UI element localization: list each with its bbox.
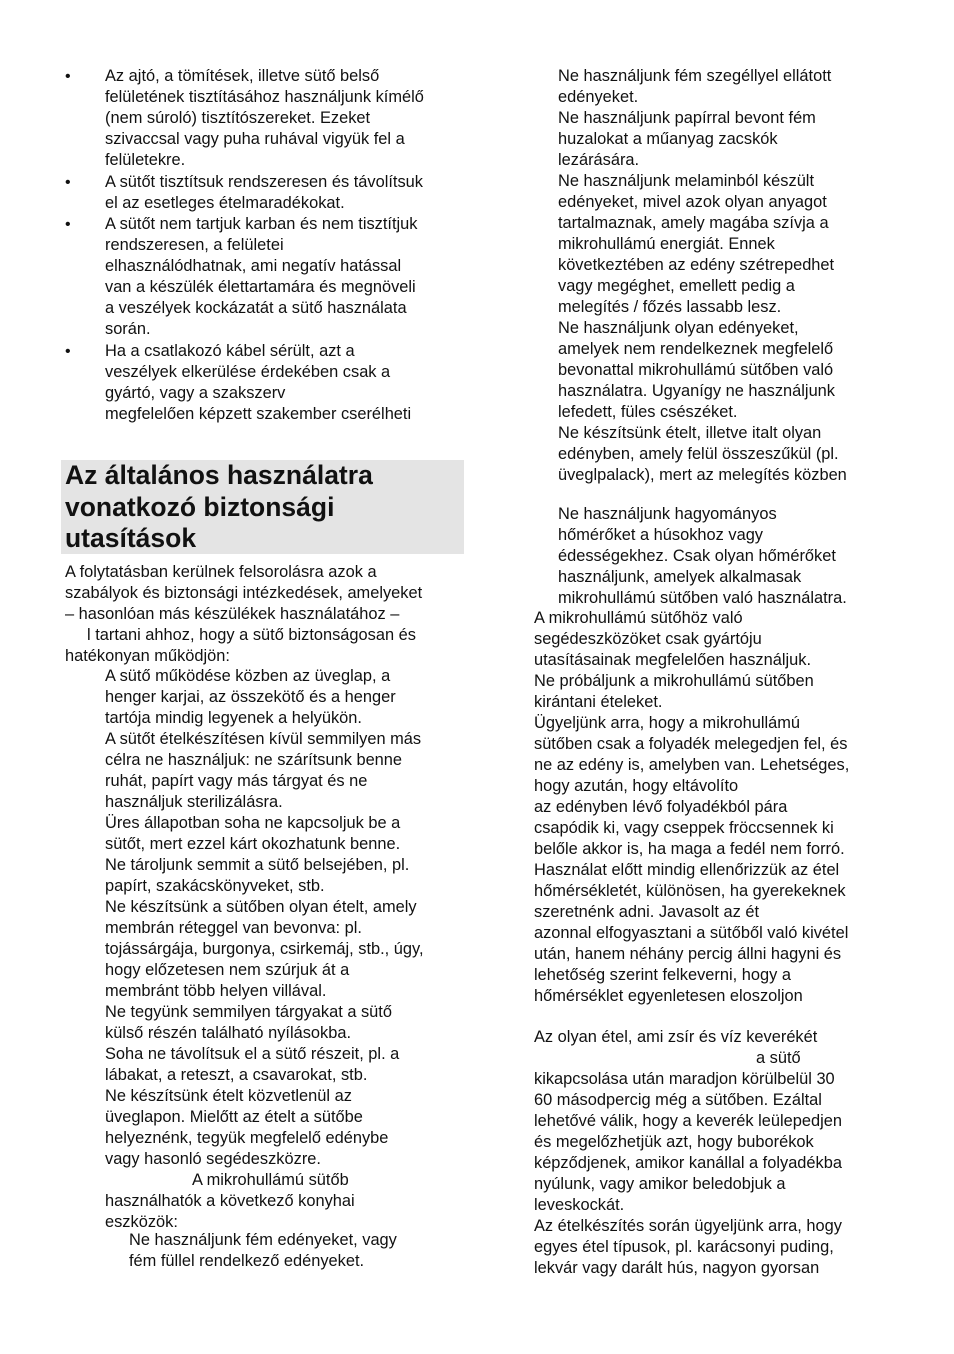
- instruction-line: Ne használjunk fém szegéllyel ellátott: [558, 67, 832, 85]
- paragraph-line: és megelőzhetjük azt, hogy buborékok: [534, 1133, 814, 1151]
- paragraph-line: kikapcsolása után maradjon körülbelül 30: [534, 1070, 835, 1088]
- paragraph-line: után, hanem néhány percig állni hagyni és: [534, 945, 842, 963]
- instruction-line: vagy hasonló segédeszközre.: [105, 1150, 321, 1168]
- intro-line: l tartani ahhoz, hogy a sütő biztonságosan és: [87, 626, 416, 644]
- instruction-line: huzalokat a műanyag zacskók: [558, 130, 778, 148]
- bullet-text-line: felületének tisztításához használjunk kímélő: [105, 88, 424, 106]
- section-heading: utasítások: [65, 523, 197, 553]
- paragraph-line: Ügyeljünk arra, hogy a mikrohullámú: [534, 714, 801, 732]
- paragraph-line: ne az edény is, amelyben van. Lehetséges,: [534, 756, 850, 774]
- instruction-line: amelyek nem rendelkeznek megfelelő: [558, 340, 834, 358]
- instruction-line: helyeznénk, tegyük megfelelő edénybe: [105, 1129, 389, 1147]
- instruction-line: ruhát, papírt vagy más tárgyat és ne: [105, 772, 368, 790]
- instruction-line: használhatók a következő konyhai: [105, 1192, 355, 1210]
- instruction-line: A sütő működése közben az üveglap, a: [105, 667, 391, 685]
- bullet-text-line: A sütőt tisztítsuk rendszeresen és távolítsuk: [105, 173, 423, 191]
- instruction-line: lefedett, füles csészéket.: [558, 403, 738, 421]
- instruction-line: Ne használjunk papírral bevont fém: [558, 109, 816, 127]
- paragraph-line: Az ételkészítés során ügyeljünk arra, hogy: [534, 1217, 842, 1235]
- instruction-line: használatra. Ugyanígy ne használjunk: [558, 382, 835, 400]
- paragraph-line: A mikrohullámú sütőhöz való: [534, 609, 743, 627]
- instruction-line: Ne használjunk hagyományos: [558, 505, 777, 523]
- paragraph-line: utasításainak megfelelően használjuk.: [534, 651, 811, 669]
- instruction-line: Ne tegyünk semmilyen tárgyakat a sütő: [105, 1003, 392, 1021]
- bullet-marker: •: [65, 174, 71, 191]
- paragraph-line: segédeszközöket csak gyártóju: [534, 630, 762, 648]
- instruction-line: célra ne használjuk: ne szárítsunk benne: [105, 751, 403, 769]
- instruction-line: Ne tároljunk semmit a sütő belsejében, pl.: [105, 856, 410, 874]
- instruction-line: papírt, szakácskönyveket, stb.: [105, 877, 325, 895]
- paragraph-line: a sütő: [756, 1049, 801, 1067]
- paragraph-line: Használat előtt mindig ellenőrizzük az étel: [534, 861, 840, 879]
- instruction-line: bevonattal mikrohullámú sütőben való: [558, 361, 834, 379]
- bullet-text-line: során.: [105, 320, 151, 338]
- paragraph-line: belőle akkor is, ha maga a fedél nem forró.: [534, 840, 845, 858]
- paragraph-line: Az olyan étel, ami zsír és víz keverékét: [534, 1028, 818, 1046]
- paragraph-line: lekvár vagy darált hús, nagyon gyorsan: [534, 1259, 820, 1277]
- bullet-text-line: Ha a csatlakozó kábel sérült, azt a: [105, 342, 355, 360]
- bullet-marker: •: [65, 343, 71, 360]
- instruction-line: melegítés / főzés lassabb lesz.: [558, 298, 782, 316]
- bullet-marker: •: [65, 68, 71, 85]
- instruction-line: Ne készítsünk a sütőben olyan ételt, amely: [105, 898, 417, 916]
- bullet-text-line: szivaccsal vagy puha ruhával vigyük fel a: [105, 130, 405, 148]
- instruction-line: használjunk, amelyek alkalmasak: [558, 568, 802, 586]
- instruction-line: henger karjai, az összekötő és a henger: [105, 688, 396, 706]
- instruction-line: vagy megéghet, emellett pedig a: [558, 277, 795, 295]
- instruction-line: Ne készítsünk ételt közvetlenül az: [105, 1087, 352, 1105]
- bullet-text-line: Az ajtó, a tömítések, illetve sütő belső: [105, 67, 380, 85]
- instruction-line: édességekhez. Csak olyan hőmérőket: [558, 547, 836, 565]
- bullet-text-line: megfelelően képzett szakember cserélheti: [105, 405, 412, 423]
- instruction-line: Soha ne távolítsuk el a sütő részeit, pl. a: [105, 1045, 400, 1063]
- bullet-text-line: elhasználódhatnak, ami negatív hatással: [105, 257, 402, 275]
- instruction-line: tojássárgája, burgonya, csirkemáj, stb., úgy,: [105, 940, 424, 958]
- bullet-text-line: rendszeresen, a felületei: [105, 236, 284, 254]
- instruction-line: edényben, amely felül összeszűkül (pl.: [558, 445, 839, 463]
- intro-line: – hasonlóan más készülékek használatához –: [65, 605, 400, 623]
- paragraph-line: csapódik ki, vagy cseppek fröccsennek ki: [534, 819, 834, 837]
- instruction-line: sütőt, mert ezzel kárt okozhatunk benne.: [105, 835, 401, 853]
- instruction-line: üveglapon. Mielőtt az ételt a sütőbe: [105, 1108, 363, 1126]
- paragraph-line: 60 másodpercig még a sütőben. Ezáltal: [534, 1091, 822, 1109]
- paragraph-line: hőmérsékletét, különösen, ha gyerekeknek: [534, 882, 846, 900]
- section-heading: Az általános használatra: [65, 460, 373, 490]
- instruction-line: lezárására.: [558, 151, 640, 169]
- bullet-marker: •: [65, 216, 71, 233]
- instruction-line: Üres állapotban soha ne kapcsoljuk be a: [105, 814, 401, 832]
- paragraph-line: hőmérséklet egyenletesen eloszoljon: [534, 987, 803, 1005]
- paragraph-line: nyúlunk, vagy amikor beledobjuk a: [534, 1175, 786, 1193]
- bullet-text-line: van a készülék élettartamára és megnöveli: [105, 278, 416, 296]
- paragraph-line: szeretnénk adni. Javasolt az ét: [534, 903, 760, 921]
- instruction-line: Ne használjunk melaminból készült: [558, 172, 814, 190]
- instruction-line: külső részén található nyílásokba.: [105, 1024, 352, 1042]
- instruction-line: Ne készítsünk ételt, illetve italt olyan: [558, 424, 822, 442]
- bullet-text-line: (nem súroló) tisztítószereket. Ezeket: [105, 109, 371, 127]
- instruction-line: A sütőt ételkészítésen kívül semmilyen más: [105, 730, 422, 748]
- instruction-line: edényeket, mivel azok olyan anyagot: [558, 193, 827, 211]
- instruction-line: következtében az edény szétrepedhet: [558, 256, 835, 274]
- paragraph-line: Ne próbáljunk a mikrohullámú sütőben: [534, 672, 814, 690]
- instruction-line: hogy előzetesen nem szúrjuk át a: [105, 961, 350, 979]
- intro-line: A folytatásban kerülnek felsorolásra azok a: [65, 563, 377, 581]
- instruction-line: tartalmaznak, amely magába szívja a: [558, 214, 829, 232]
- instruction-line: mikrohullámú energiát. Ennek: [558, 235, 775, 253]
- instruction-line: edényeket.: [558, 88, 639, 106]
- bullet-text-line: A sütőt nem tartjuk karban és nem tisztítjuk: [105, 215, 418, 233]
- intro-line: szabályok és biztonsági intézkedések, amelyeket: [65, 584, 423, 602]
- bullet-text-line: gyártó, vagy a szakszerv: [105, 384, 286, 402]
- instruction-line: lábakat, a reteszt, a csavarokat, stb.: [105, 1066, 368, 1084]
- instruction-line: eszközök:: [105, 1213, 178, 1231]
- sub-instruction-line: Ne használjunk fém edényeket, vagy: [129, 1231, 397, 1249]
- paragraph-line: sütőben csak a folyadék melegedjen fel, és: [534, 735, 848, 753]
- instruction-line: membrán réteggel van bevonva: pl.: [105, 919, 362, 937]
- bullet-text-line: veszélyek elkerülése érdekében csak a: [105, 363, 391, 381]
- bullet-text-line: el az esetleges ételmaradékokat.: [105, 194, 345, 212]
- paragraph-line: leveskockát.: [534, 1196, 625, 1214]
- intro-line: hatékonyan működjön:: [65, 647, 230, 665]
- instruction-line: hőmérőket a húsokhoz vagy: [558, 526, 764, 544]
- paragraph-line: hogy azután, hogy eltávolíto: [534, 777, 739, 795]
- instruction-line: használjuk sterilizálásra.: [105, 793, 283, 811]
- instruction-line: mikrohullámú sütőben való használatra.: [558, 589, 847, 607]
- paragraph-line: azonnal elfogyasztani a sütőből való kivétel: [534, 924, 849, 942]
- paragraph-line: lehetővé válik, hogy a keverék leülepedjen: [534, 1112, 842, 1130]
- sub-instruction-line: fém füllel rendelkező edényeket.: [129, 1252, 365, 1270]
- paragraph-line: lehetőség szerint felkeverni, hogy a: [534, 966, 791, 984]
- instruction-line: A mikrohullámú sütőb: [192, 1171, 349, 1189]
- paragraph-line: az edényben lévő folyadékból pára: [534, 798, 788, 816]
- bullet-text-line: felületekre.: [105, 151, 186, 169]
- paragraph-line: kirántani ételeket.: [534, 693, 663, 711]
- instruction-line: tartója mindig legyenek a helyükön.: [105, 709, 362, 727]
- paragraph-line: egyes étel típusok, pl. karácsonyi puding,: [534, 1238, 834, 1256]
- section-heading: vonatkozó biztonsági: [65, 491, 335, 522]
- bullet-text-line: a veszélyek kockázatát a sütő használata: [105, 299, 407, 317]
- instruction-line: membránt több helyen villával.: [105, 982, 327, 1000]
- instruction-line: Ne használjunk olyan edényeket,: [558, 319, 799, 337]
- instruction-line: üveglpalack), mert az melegítés közben: [558, 466, 847, 484]
- paragraph-line: képződjenek, amikor kanállal a folyadékba: [534, 1154, 842, 1172]
